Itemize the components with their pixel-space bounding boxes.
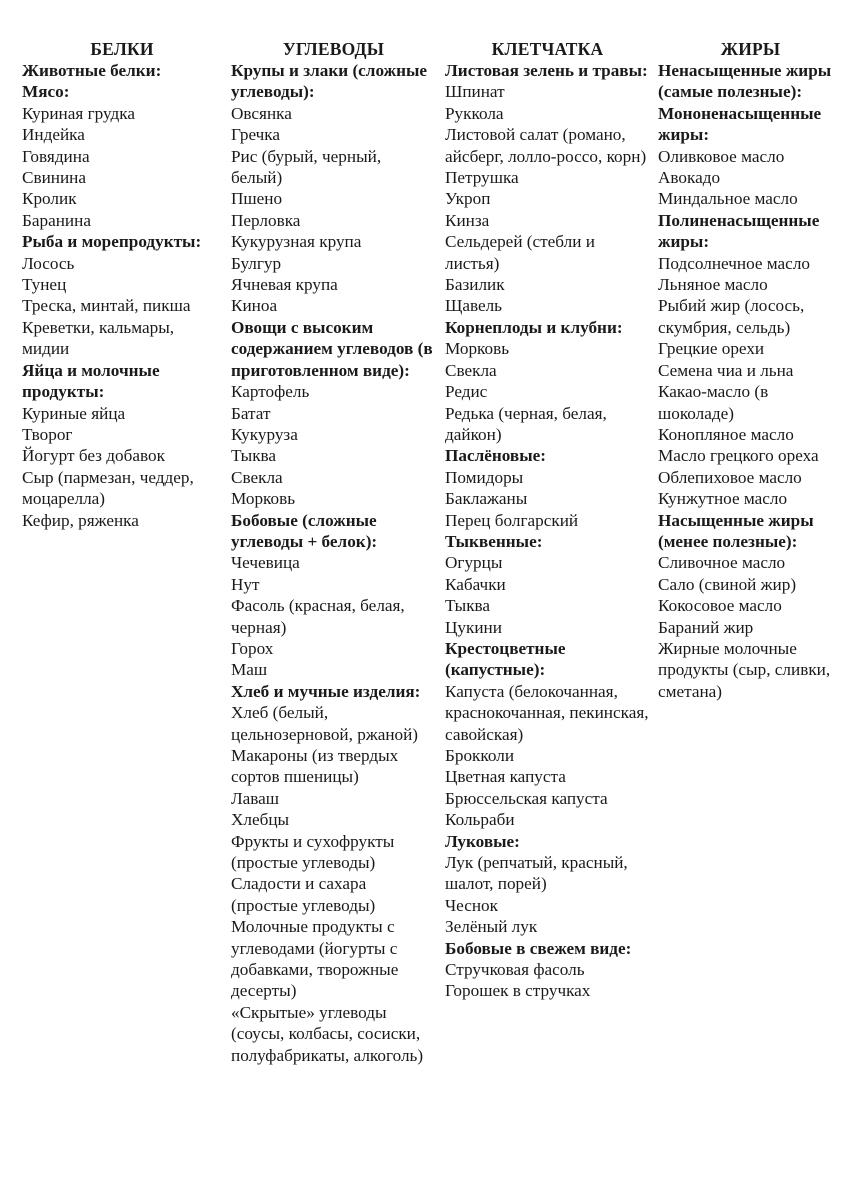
food-item: Креветки, кальмары, мидии [22,317,175,359]
category-heading: Яйца и молочные продукты: [22,360,160,402]
column-items [445,60,650,1002]
category-heading: Хлеб и мучные изделия: [231,681,421,701]
food-item: Хлеб (белый, цельнозерновой, ржаной) [231,703,419,744]
category-heading: Паслёновые: [445,446,546,466]
category-heading: Бобовые в свежем виде: [445,938,632,958]
food-item: Перец болгарский [445,510,579,530]
food-item: Кукуруза [231,424,298,444]
food-item: Пшено [231,189,283,209]
food-item: Овсянка [231,103,292,123]
food-item: Фрукты и сухофрукты (простые углеводы) [231,831,395,873]
food-item: Конопляное масло [658,424,794,444]
food-item: Сельдерей (стебли и листья) [445,232,595,273]
food-item: Кукурузная крупа [231,232,362,252]
category-heading: Полиненасыщенные жиры: [658,210,820,252]
food-item: Свинина [22,168,86,188]
food-item: Цветная капуста [445,767,566,787]
column-heading: УГЛЕВОДЫ [282,39,385,59]
food-item: Перловка [231,210,301,230]
food-item: Цукини [445,617,502,637]
food-item: Редька (черная, белая, дайкон) [445,403,607,444]
column-proteins [22,38,222,531]
food-item: Какао-масло (в шоколаде) [658,382,769,423]
food-item: Лосось [22,253,75,273]
category-heading: Крестоцветные (капустные): [445,638,566,680]
food-item: Свекла [231,467,283,487]
food-item: Редис [445,382,488,402]
food-item: Базилик [445,275,505,295]
food-item: Творог [22,424,73,444]
food-item: Масло грецкого ореха [658,446,819,466]
food-item: Миндальное масло [658,189,798,209]
food-item: Кунжутное масло [658,489,788,509]
category-heading: Крупы и злаки (сложные углеводы): [231,61,428,102]
food-item: Подсолнечное масло [658,253,810,273]
food-item: Сливочное масло [658,553,786,573]
food-item: Щавель [445,296,503,316]
food-item: Брокколи [445,746,515,765]
food-item: Свекла [445,360,497,380]
food-item: Горошек в стручках [445,981,591,1001]
food-item: Кокосовое масло [658,596,782,616]
food-item: Петрушка [445,168,519,188]
food-item: Треска, минтай, пикша [22,296,191,316]
food-item: Рис (бурый, черный, белый) [231,146,382,188]
food-item: Лук (репчатый, красный, шалот, порей) [445,853,628,894]
food-item: Баранина [22,210,91,230]
category-heading: Насыщенные жиры (менее полезные): [658,510,814,551]
category-heading: Ненасыщенные жиры (самые полезные): [658,61,832,102]
food-item: Кефир, ряженка [22,510,139,530]
food-item: Картофель [231,382,310,402]
food-item: «Скрытые» углеводы (соусы, колбасы, сосиски, полуфабрикаты, алкоголь) [231,1002,424,1065]
food-item: Оливковое масло [658,146,785,166]
category-heading: Листовая зелень и травы: [445,61,648,80]
food-item: Батат [231,403,271,423]
food-item: Гречка [231,125,281,145]
category-heading: Луковые: [445,831,520,851]
food-item: Фасоль (красная, белая, черная) [231,596,405,637]
food-item: Киноа [231,296,278,316]
food-item: Кольраби [445,810,515,830]
food-item: Кабачки [445,574,506,594]
food-item: Маш [231,660,268,680]
food-item: Нут [231,574,260,594]
food-item: Листовой салат (романо, айсберг, лолло-россо, корн) [445,125,647,166]
category-heading: Овощи с высоким содержанием углеводов (в приготовленном виде): [231,317,433,380]
food-item: Чеснок [445,895,498,915]
category-heading: Животные белки: [22,61,162,80]
food-item: Шпинат [445,82,505,102]
food-item: Помидоры [445,467,524,487]
column-fiber [445,38,650,1002]
column-heading: ЖИРЫ [720,39,781,59]
column-heading: КЛЕТЧАТКА [491,39,604,59]
food-item: Брюссельская капуста [445,788,608,808]
food-item: Капуста (белокочанная, краснокочанная, пекинская, савойская) [445,681,649,744]
food-item: Сало (свиной жир) [658,574,797,594]
food-item: Баклажаны [445,489,528,509]
category-heading: Бобовые (сложные углеводы + белок): [231,510,378,551]
food-item: Семена чиа и льна [658,360,794,380]
food-item: Йогурт без добавок [22,446,165,466]
column-items [231,60,436,1066]
food-item: Говядина [22,146,90,166]
food-item: Тыква [445,596,491,616]
food-item: Руккола [445,103,504,123]
column-carbohydrates [231,38,436,1066]
food-item: Льняное масло [658,275,768,295]
food-item: Тунец [22,275,67,295]
food-item: Кинза [445,210,490,230]
food-item: Рыбий жир (лосось, скумбрия, сельдь) [658,296,805,337]
food-item: Бараний жир [658,617,754,637]
food-item: Стручковая фасоль [445,960,585,980]
food-item: Сыр (пармезан, чеддер, моцарелла) [22,467,194,509]
food-item: Куриная грудка [22,103,135,123]
food-item: Сладости и сахара (простые углеводы) [231,874,376,915]
food-item: Жирные молочные продукты (сыр, сливки, сметана) [658,638,831,701]
food-item: Укроп [445,189,491,209]
food-item: Морковь [231,489,296,509]
food-item: Ячневая крупа [231,275,338,295]
category-heading: Корнеплоды и клубни: [445,317,623,337]
category-heading: Рыба и морепродукты: [22,232,202,252]
food-item: Чечевица [231,553,300,573]
food-item: Облепиховое масло [658,467,802,487]
food-item: Морковь [445,339,510,359]
food-item: Лаваш [231,788,280,808]
food-item: Грецкие орехи [658,339,765,359]
food-item: Куриные яйца [22,403,126,423]
column-heading: БЕЛКИ [90,39,154,59]
column-fats [658,38,843,702]
category-heading: Мононенасыщенные жиры: [658,103,822,145]
column-items [658,60,843,702]
category-heading: Тыквенные: [445,531,543,551]
food-item: Макароны (из твердых сортов пшеницы) [231,746,399,787]
food-item: Тыква [231,446,277,466]
category-heading: Мясо: [22,82,70,102]
food-item: Горох [231,638,274,658]
food-item: Зелёный лук [445,917,538,937]
food-item: Булгур [231,253,282,273]
food-item: Хлебцы [231,810,290,830]
food-item: Кролик [22,189,77,209]
column-items [22,60,222,531]
food-item: Индейка [22,125,85,145]
food-item: Огурцы [445,553,503,573]
food-item: Авокадо [658,168,721,188]
food-item: Молочные продукты с углеводами (йогурты с добавками, творожные десерты) [231,917,399,1001]
